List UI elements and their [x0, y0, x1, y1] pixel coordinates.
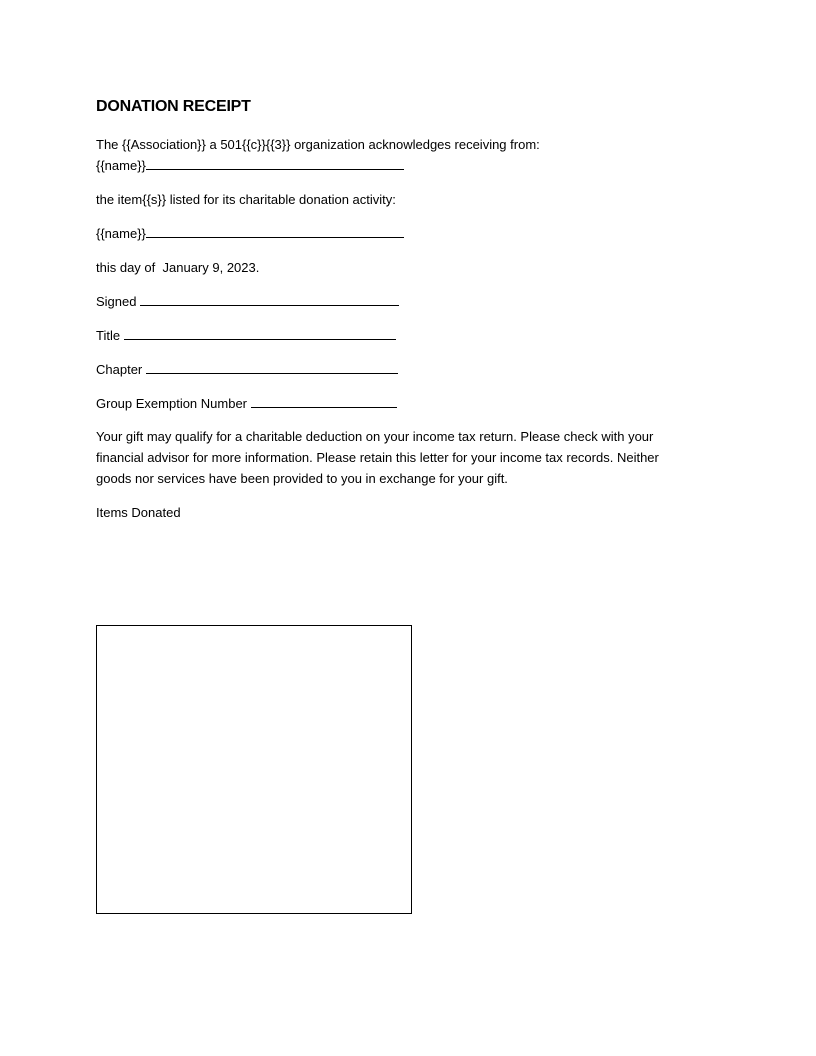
group-exemption-blank[interactable]	[251, 396, 397, 408]
donor-name-row	[96, 158, 404, 174]
items-donated-label: Items Donated	[96, 505, 181, 520]
donor-name-blank[interactable]	[146, 158, 404, 170]
date-value: January 9, 2023	[162, 260, 256, 275]
chapter-blank[interactable]	[146, 362, 398, 374]
group-exemption-row	[96, 396, 397, 412]
chapter-row	[96, 362, 398, 378]
item-name-blank[interactable]	[146, 226, 404, 238]
date-suffix: .	[255, 260, 260, 275]
acknowledgement-line: The {{Association}} a 501{{c}}{{3}} organization acknowledges receiving from:	[96, 137, 540, 152]
date-prefix: this day of	[96, 260, 156, 275]
items-donated-box[interactable]	[96, 625, 412, 914]
item-name-placeholder: {{name}}	[96, 226, 146, 241]
donor-name-placeholder: {{name}}	[96, 158, 146, 173]
title-row	[96, 328, 396, 344]
document-title: DONATION RECEIPT	[96, 98, 251, 115]
items-line: the item{{s}} listed for its charitable donation activity:	[96, 192, 396, 207]
tax-disclaimer: Your gift may qualify for a charitable deduction on your income tax return. Please check with your financial advisor for more information. Please retain this letter for your income tax records. Neither goods nor services have been provided to you in exchange for your gift.	[96, 429, 659, 486]
date-row	[96, 260, 259, 276]
title-label: Title	[96, 328, 121, 343]
signed-label: Signed	[96, 294, 137, 309]
title-blank[interactable]	[124, 328, 396, 340]
group-exemption-label: Group Exemption Number	[96, 396, 248, 411]
signed-row	[96, 294, 399, 310]
signed-blank[interactable]	[140, 294, 399, 306]
item-name-row	[96, 226, 404, 242]
chapter-label: Chapter	[96, 362, 143, 377]
